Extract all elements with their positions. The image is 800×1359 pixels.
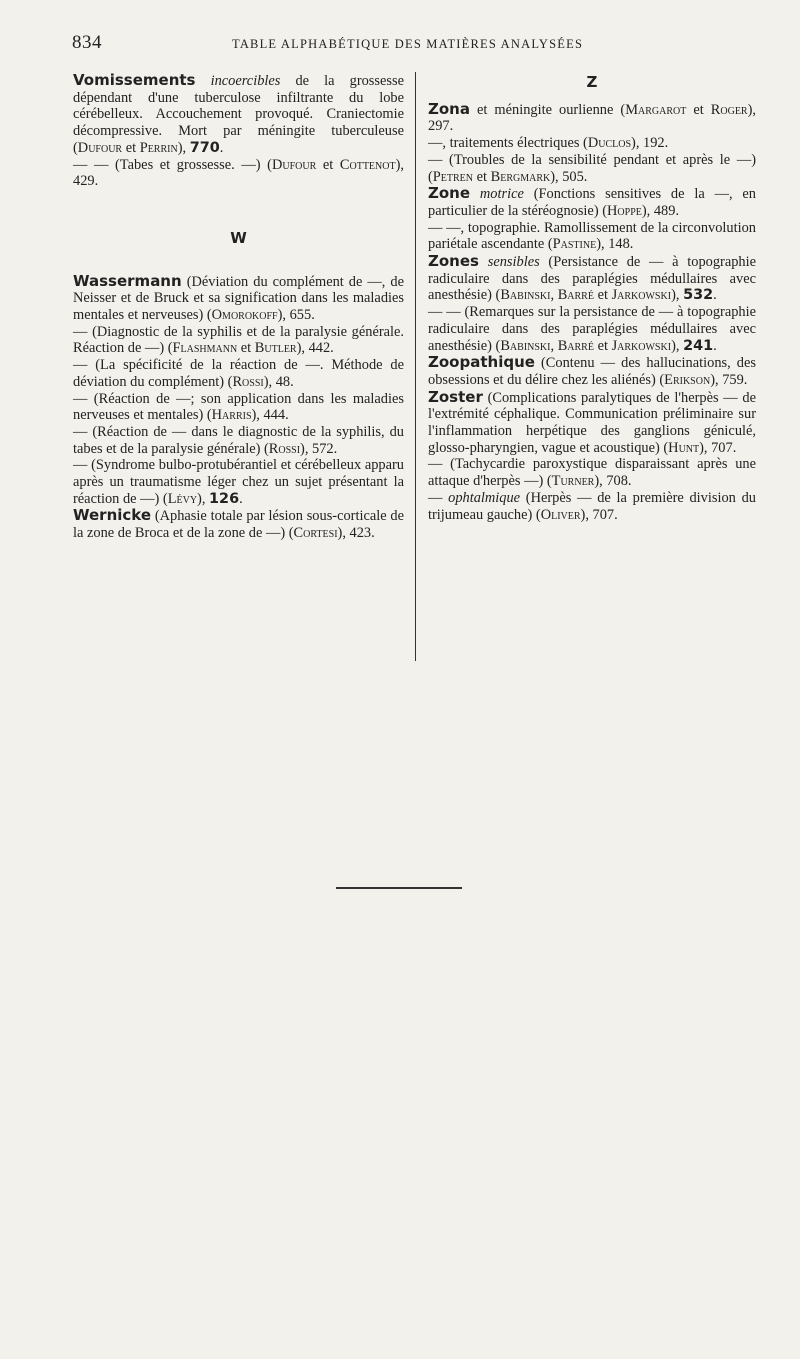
index-entry-zone-motrice: Zone motrice (Fonctions sensitives de la —, en particulier de la stéréognosie) (Hoppe), 489. (428, 184, 756, 219)
index-entry-zona: Zona et méningite ourlienne (Margarot et Roger), 297. (428, 99, 756, 135)
index-entry-wassermann-syndrome: — (Syndrome bulbo-protubérantiel et cérébelleux apparu après un traumatisme léger chez un sujet présentant la réaction de —) (Lévy), 126. (73, 457, 404, 507)
running-title: TABLE ALPHABÉTIQUE DES MATIÈRES ANALYSÉES (232, 37, 584, 51)
index-entry-zoster-tachycardie: — (Tachycardie paroxystique disparaissant après une attaque d'herpès —) (Turner), 708. (428, 456, 756, 490)
index-entry-wassermann-diagnostic: — (Diagnostic de la syphilis et de la paralysie générale. Réaction de —) (Flashmann et Butler), 442. (73, 323, 404, 357)
end-rule (336, 887, 462, 889)
index-entry-wassermann: Wassermann (Déviation du complément de —, de Neisser et de Bruck et sa signification dans les maladies mentales et nerveuses) (Omorokoff), 655. (73, 271, 404, 324)
index-entry-wernicke: Wernicke (Aphasie totale par lésion sous-corticale de la zone de Broca et de la zone de —) (Cortesi), 423. (73, 506, 404, 542)
right-column (428, 72, 756, 523)
index-entry-zoster-ophtalmique: — ophtalmique (Herpès — de la première division du trijumeau gauche) (Oliver), 707. (428, 489, 756, 523)
index-entry-zoopathique: Zoopathique (Contenu — des hallucinations, des obsessions et du délire chez les aliénés) (Erikson), 759. (428, 353, 756, 388)
index-entry-zoster: Zoster (Complications paralytiques de l'herpès — de l'extrémité céphalique. Communication préliminaire sur l'inflammation herpétique des ganglions géniculé, glosso-pharyngien, vague et acoustique) (Hunt), 707. (428, 387, 756, 456)
left-column (73, 72, 404, 542)
index-entry-vomissements-tabes: — — (Tabes et grossesse. —) (Dufour et Cottenot), 429. (73, 156, 404, 190)
page-number: 834 (72, 32, 102, 53)
index-entry-wassermann-reaction: — (Réaction de — dans le diagnostic de la syphilis, du tabes et de la paralysie générale) (Rossi), 572. (73, 423, 404, 457)
index-entry-zona-troubles: — (Troubles de la sensibilité pendant et après le —) (Petren et Bergmark), 505. (428, 151, 756, 185)
column-divider (415, 72, 416, 661)
index-entry-zones-remarques: — — (Remarques sur la persistance de — à topographie radiculaire dans des paraplégies médullaires avec anesthésie) (Babinski, Barré et Jarkowski), 241. (428, 304, 756, 354)
section-letter-w: W (230, 228, 247, 247)
index-entry-wassermann-specificite: — (La spécificité de la réaction de —. Méthode de déviation du complément) (Rossi), 48. (73, 357, 404, 390)
index-entry-wassermann-application: — (Réaction de —; son application dans les maladies nerveuses et mentales) (Harris), 444. (73, 390, 404, 424)
index-entry-zona-traitements: —, traitements électriques (Duclos), 192. (428, 135, 669, 152)
index-entry-vomissements: Vomissements incoercibles de la grossesse dépendant d'une tuberculose infiltrante du lobe cérébelleux. Accouchement provoqué. Craniectomie décompressive. Mort par méningite tuberculeuse (Dufour et Perrin), 770. (73, 71, 404, 156)
section-letter-z: Z (586, 73, 598, 91)
index-entry-zone-topographie: — —, topographie. Ramollissement de la circonvolution pariétale ascendante (Pastine), 148. (428, 219, 756, 253)
index-entry-zones-sensibles: Zones sensibles (Persistance de — à topographie radiculaire dans des paraplégies médullaires avec anesthésie) (Babinski, Barré et Jarkowski), 532. (428, 252, 756, 304)
page-header (72, 32, 728, 56)
